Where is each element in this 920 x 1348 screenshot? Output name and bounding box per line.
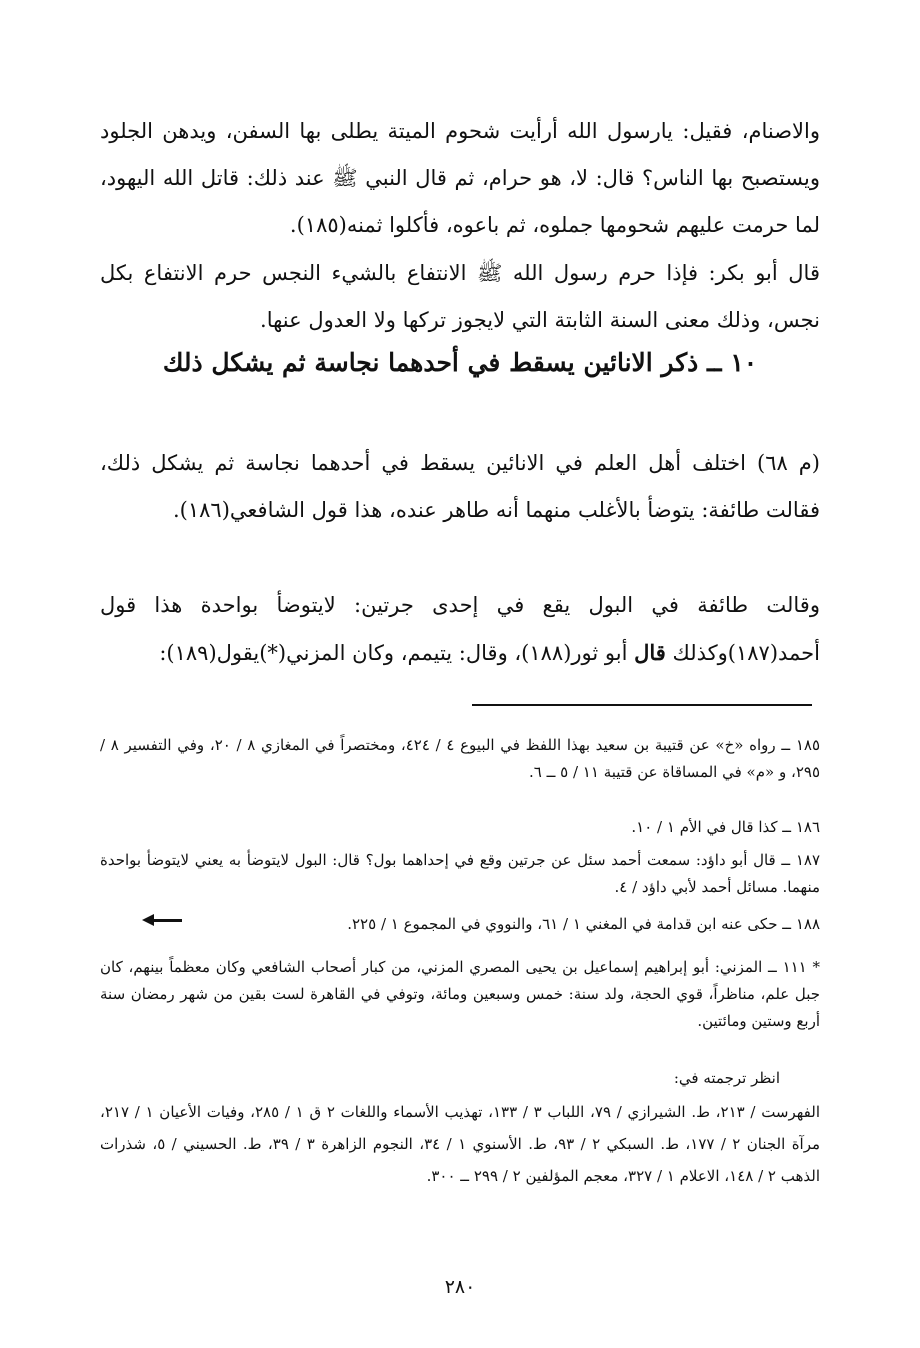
paragraph-4-end: أبو ثور(١٨٨)، وقال: يتيمم، وكان المزني(*)يقول(١٨٩): [159,641,628,665]
main-paragraph-4 [100,582,820,677]
main-paragraph-2: قال أبو بكر: فإذا حرم رسول الله ﷺ الانتفاع بالشيء النجس حرم الانتفاع بكل نجس، وذلك معنى السنة الثابتة التي لايجوز تركها ولا العدول عنها. [100,261,820,332]
footnote-biography-muzani: * ١١١ ــ المزني: أبو إبراهيم إسماعيل بن يحيى المصري المزني، من كبار أصحاب الشافعي وكان معظماً بينهم، كان جبل علم، مناظراً، قوي الحجة، ولد سنة: خمس وسبعين ومائة، وتوفي في القاهرة لست بقين من شهر رمضان سنة أربع وستين ومائتين. [100,958,820,1030]
section-heading: ١٠ ــ ذكر الانائين يسقط في أحدهما نجاسة ثم يشكل ذلك [162,348,758,377]
footnotes-divider [472,704,812,706]
continuation-arrow-icon [142,910,182,930]
see-also-references: الفهرست / ٢١٣، ط. الشيرازي / ٧٩، اللباب ٣ / ١٣٣، تهذيب الأسماء واللغات ٢ ق ١ / ٢٨٥، وفيات الأعيان ١ / ٢١٧، مرآة الجنان ٢ / ١٧٧، ط. السبكي ٢ / ٩٣، ط. الأسنوي ١ / ٣٤، النجوم الزاهرة ٣ / ٣٩، ط. الحسيني / ٥، شذرات الذهب ٢ / ١٤٨، الاعلام ١ / ٣٢٧، معجم المؤلفين ٢ / ٢٩٩ ــ ٣٠٠. [100,1103,821,1185]
paragraph-4-start: وقالت طائفة في البول يقع في إحدى جرتين: لايتوضأ بواحدة هذا قول أحمد(١٨٧)وكذلك [100,593,820,665]
footnote-187: ١٨٧ ــ قال أبو داؤد: سمعت أحمد سئل عن جرتين وقع في إحداهما بول؟ قال: البول لايتوضأ به يعني لايتوضأ بواحدة منهما. مسائل أحمد لأبي داؤد / ٤. [100,851,820,896]
main-paragraph-3: (م ٦٨) اختلف أهل العلم في الانائين يسقط في أحدهما نجاسة ثم يشكل ذلك، فقالت طائفة: يتوضأ بالأغلب منهما أنه طاهر عنده، هذا قول الشافعي(١٨٦). [100,451,820,522]
footnote-188: ١٨٨ ــ حكى عنه ابن قدامة في المغني ١ / ٦١، والنووي في المجموع ١ / ٢٢٥. [347,915,820,933]
page-number: ٢٨٠ [444,1276,476,1298]
footnote-185: ١٨٥ ــ رواه «خ» عن قتيبة بن سعيد بهذا اللفظ في البيوع ٤ / ٤٢٤، ومختصراً في المغازي ٨ / ٢٠، وفي التفسير ٨ / ٢٩٥، و «م» في المساقاة عن قتيبة ١١ / ٥ ــ ٦. [100,736,820,781]
footnote-186: ١٨٦ ــ كذا قال في الأم ١ / ١٠. [631,818,820,836]
main-paragraph-1: والاصنام، فقيل: يارسول الله أرأيت شحوم الميتة يطلى بها السفن، ويدهن الجلود ويستصبح بها الناس؟ قال: لا، هو حرام، ثم قال النبي ﷺ عند ذلك: قاتل الله اليهود، لما حرمت عليهم شحومها جملوه، ثم باعوه، فأكلوا ثمنه(١٨٥). [100,119,820,237]
paragraph-4-bold-word: قال [634,640,666,665]
see-also-label: انظر ترجمته في: [673,1069,780,1087]
